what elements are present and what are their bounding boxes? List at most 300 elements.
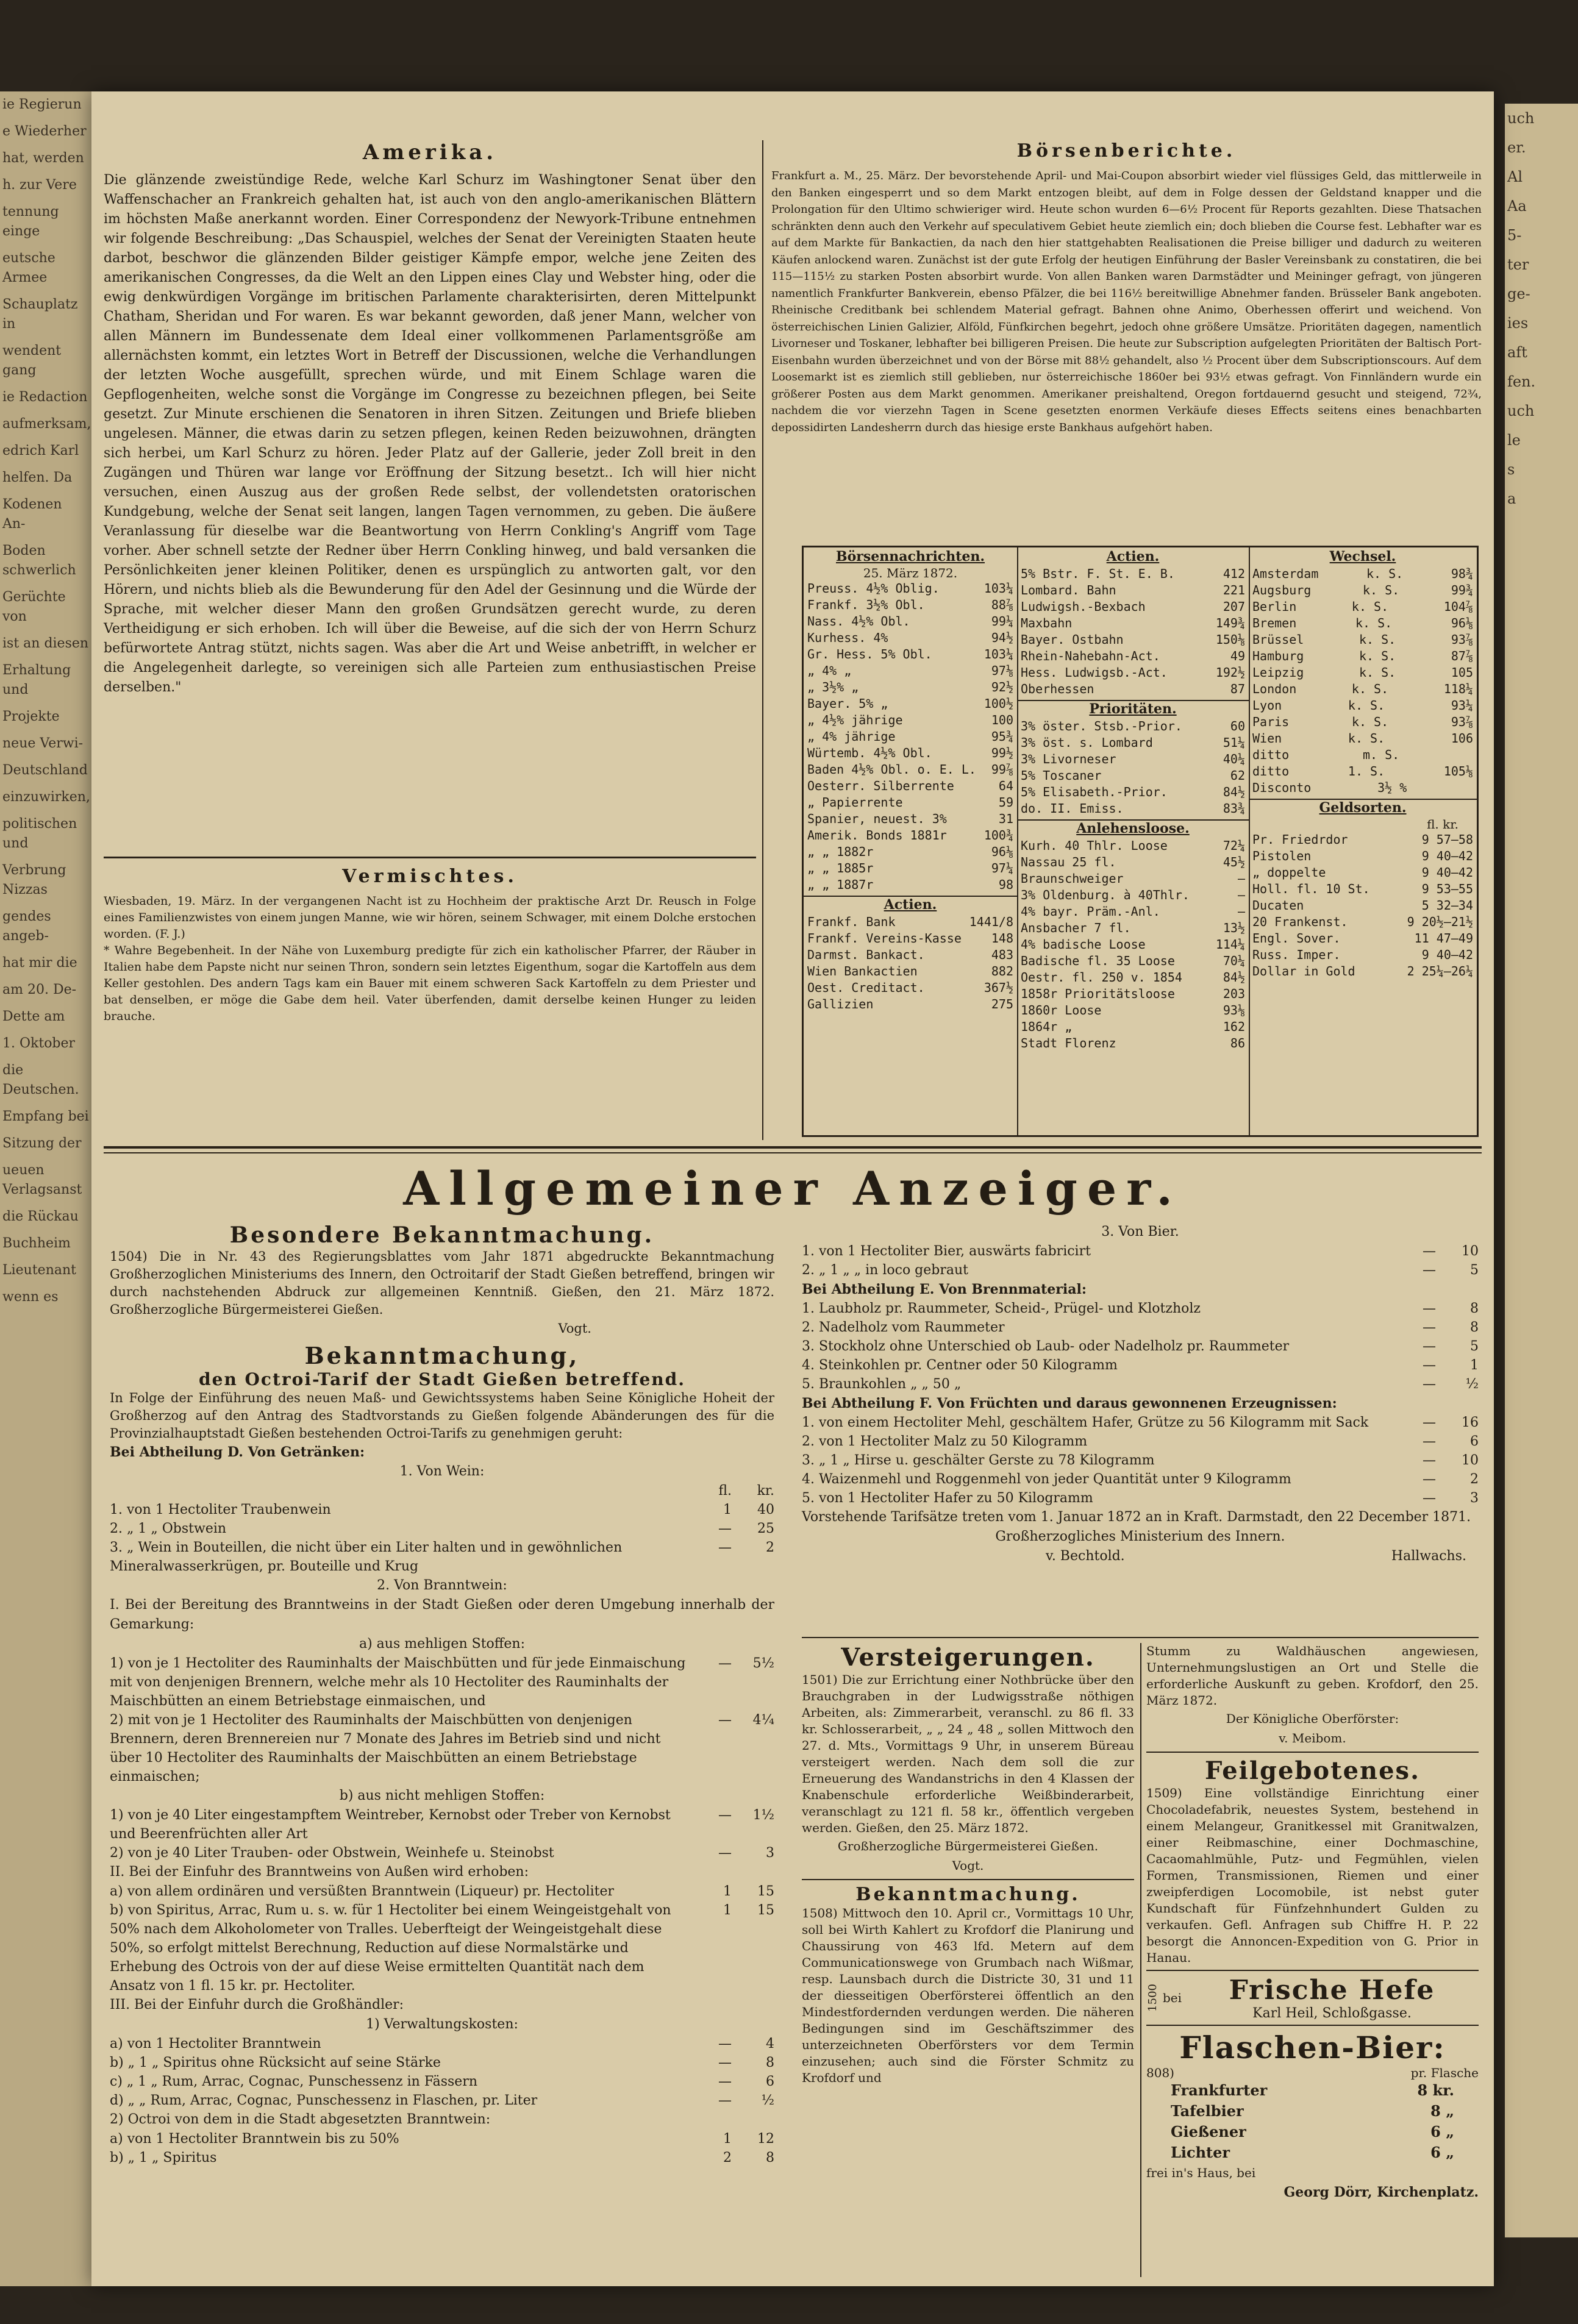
- tarif-row: [110, 1711, 774, 1786]
- vermischtes-item: Wiesbaden, 19. März. In der vergangenen Nacht ist zu Hochheim der praktische Arzt Dr. Reusch in Folge eines Familienzwistes von einem jungen Manne, wie wir hören, seinem Schwager, mit einem Dolche erstochen worden. (F. J.): [104, 894, 756, 941]
- tarif-gulden: 1: [723, 1903, 732, 1918]
- table-cell: 97¼: [991, 861, 1013, 875]
- wechsel-title: Wechsel.: [1329, 549, 1396, 565]
- bond-rows: [804, 580, 1017, 893]
- margin-fragment: Kodenen An-: [2, 497, 62, 532]
- hefe-ad-bei: bei: [1163, 1991, 1182, 2005]
- table-row: [804, 827, 1017, 844]
- table-cell: 9 57—58: [1421, 832, 1473, 847]
- table-cell: 40¼: [1223, 752, 1245, 766]
- table-cell: 100¾: [984, 828, 1013, 843]
- table-cell: 93⅞: [1451, 715, 1473, 729]
- tarif-kreuzer: 8: [1470, 1301, 1479, 1316]
- tarif-label: a) von allem ordinären und versüßten Branntwein (Liqueur) pr. Hectoliter: [110, 1884, 615, 1899]
- tarif-row: [110, 2053, 774, 2072]
- tarif-row: [110, 1500, 774, 1519]
- table-row: [1017, 920, 1249, 936]
- table-row: [1017, 681, 1249, 697]
- table-row: [804, 778, 1017, 794]
- table-row: [804, 947, 1017, 963]
- margin-fragment: Empfang bei: [2, 1109, 89, 1124]
- tarif-kreuzer: 6: [766, 2074, 774, 2089]
- table-cell: Dollar in Gold: [1252, 964, 1355, 978]
- table-cell: 70¼: [1223, 953, 1245, 968]
- table-cell: Bayer. Ostbahn: [1021, 632, 1124, 647]
- table-cell: 100½: [984, 696, 1013, 711]
- tarif-gulden: 1: [723, 2131, 732, 2147]
- tarif-rows-verwaltung: [110, 2034, 774, 2110]
- tarif-row: [110, 1901, 774, 1995]
- table-row: [804, 729, 1017, 745]
- margin-fragment: er.: [1507, 139, 1526, 156]
- table-row: [1017, 784, 1249, 800]
- waldhaeuschen-body: Stumm zu Waldhäuschen angewiesen, Unternehmungslustigen an Ort und Stelle die erforderliche Auskunft zu geben. Krofdorf, den 25. März 1872.: [1146, 1644, 1479, 1708]
- table-cell: 100: [991, 713, 1013, 727]
- table-row: [1249, 963, 1477, 980]
- tarif-row: [802, 1375, 1479, 1394]
- tarif-gulden: —: [1423, 1358, 1436, 1373]
- margin-fragment: Boden schwerlich: [2, 543, 76, 578]
- table-cell: Gr. Hess. 5% Obl.: [807, 647, 932, 661]
- table-row: [804, 930, 1017, 947]
- wechsel-table: [1249, 547, 1477, 1135]
- table-row: [1017, 615, 1249, 632]
- flaschenbier-footer: frei in's Haus, bei: [1146, 2165, 1256, 2180]
- margin-fragment: ie Redaction: [2, 390, 88, 405]
- table-row: [804, 630, 1017, 646]
- tarif-label: 3. Stockholz ohne Unterschied ob Laub- oder Nadelholz pr. Raummeter: [802, 1339, 1290, 1354]
- price-row: [1171, 2142, 1454, 2163]
- price-row: [1171, 2101, 1454, 2122]
- table-cell: 72¼: [1223, 838, 1245, 853]
- table-row: [804, 761, 1017, 778]
- table-cell: 93¼: [1451, 698, 1473, 713]
- table-cell: 84½: [1223, 970, 1245, 985]
- table-row: [804, 663, 1017, 679]
- table-row: [1017, 648, 1249, 665]
- wein-heading: 1. Von Wein:: [399, 1464, 485, 1479]
- table-cell: 98¾: [1451, 566, 1473, 581]
- table-row: [804, 679, 1017, 696]
- table-cell: 9 40—42: [1421, 849, 1473, 863]
- margin-fragment: Verbrung Nizzas: [2, 863, 66, 897]
- table-row: [1249, 681, 1477, 697]
- table-cell: 9 40—42: [1421, 865, 1473, 880]
- tarif-kreuzer: 16: [1462, 1415, 1479, 1430]
- margin-fragment: ist an diesen: [2, 636, 89, 651]
- tarif-label: b) von Spiritus, Arrac, Rum u. s. w. für 1 Hectoliter bei einem Weingeistgehalt von 50% nach dem Alkoholometer von Tralles. Ueberfteigt der Weingeistgehalt diese 50%, so erfolgt mittelst Berechnung, Reduction auf diese Normalstärke und Erhebung des Octrois von der auf diese Weise ermittelten Quantität nach dem Ansatz von 1 fl. 15 kr. pr. Hectoliter.: [110, 1903, 671, 1994]
- table-cell: Russ. Imper.: [1252, 947, 1341, 962]
- table-cell: 5 32—34: [1421, 898, 1473, 913]
- versteigerungen-section: [802, 1643, 1134, 2086]
- table-cell: 5% Toscaner: [1021, 768, 1102, 783]
- table-cell: Oest. Creditact.: [807, 980, 925, 995]
- margin-fragment: Schauplatz in: [2, 297, 78, 332]
- tarif-kreuzer: 10: [1462, 1244, 1479, 1259]
- tarif-row: [802, 1470, 1479, 1489]
- price-row: [1171, 2080, 1454, 2101]
- table-cell: 88⅞: [991, 597, 1013, 612]
- table-row: [1249, 881, 1477, 897]
- table-cell: 11 47—49: [1414, 931, 1473, 946]
- margin-fragment: s: [1507, 461, 1515, 478]
- table-row: [1249, 697, 1477, 714]
- table-row: [804, 963, 1017, 980]
- tarif-gulden: —: [718, 1845, 732, 1861]
- table-cell: Baden 4½% Obl. o. E. L.: [807, 762, 976, 777]
- versteigerungen-body: 1501) Die zur Errichtung einer Nothbrücke über den Brauchgraben in der Ludwigsstraße nöthigen Arbeiten, als: Zimmerarbeit, veranschl. zu 86 fl. 33 kr. Schlosserarbeit, „ „ 24 „ 48 „ sollen Mittwoch den 27. d. Mts., Vormittags 9 Uhr, in unserem Büreau versteigert werden. Nach dem soll die zur Erneuerung des Wandanstrichs in den 4 Klassen der Knabenschule erforderliche Weißbinderarbeit, veranschlagt zu 121 fl. 58 kr., öffentlich vergeben werden. Gießen, den 25. März 1872.: [802, 1672, 1134, 1835]
- table-cell: 4% badische Loose: [1021, 937, 1146, 952]
- margin-fragment: am 20. De-: [2, 982, 77, 997]
- beer-price: 6 „: [1430, 2144, 1454, 2161]
- anzeiger-left-column: [110, 1222, 774, 2167]
- table-cell: k. S.: [1351, 682, 1389, 696]
- table-cell: Maxbahn: [1021, 616, 1073, 630]
- column-rule: [762, 140, 763, 1140]
- table-row: [1017, 632, 1249, 648]
- allgemeiner-anzeiger-banner: Allgemeiner Anzeiger.: [403, 1161, 1182, 1216]
- boersenberichte-article: [771, 140, 1482, 436]
- besondere-body: 1504) Die in Nr. 43 des Regierungsblattes vom Jahr 1871 abgedruckte Bekanntmachung Großherzoglichen Ministeriums des Innern, den Octroitarif der Stadt Gießen betreffend, bringen wir durch nachstehenden Abdruck zur allgemeinen Kenntniß. Gießen, den 21. März 1872. Großherzogliche Bürgermeisterei Gießen.: [110, 1249, 774, 1317]
- beer-name: Lichter: [1171, 2144, 1230, 2161]
- table-cell: 13½: [1223, 921, 1245, 935]
- bekanntmachung2-body: 1508) Mittwoch den 10. April cr., Vormittags 10 Uhr, soll bei Wirth Kahlert zu Krofdorf die Planirung und Chaussirung von 463 lfd. Metern auf dem Communicationswege von Grumbach nach Wißmar, resp. Launsbach durch die Districte 30, 31 und 11 der diesseitigen Oberförsterei öffentlich an den Mindestfordernden verdungen werden. Die näheren Bedingungen sind im Geschäftszimmer des unterzeichneten Oberförsters vor dem Termin einzusehen; auch sind die Förster Schmitz zu Krofdorf und: [802, 1906, 1134, 2085]
- amerika-title: Amerika.: [362, 140, 498, 165]
- table-cell: k. S.: [1348, 698, 1385, 713]
- table-cell: „ 4% „: [807, 663, 852, 678]
- table-row: [1017, 854, 1249, 871]
- table-cell: 1. S.: [1348, 764, 1385, 779]
- table-cell: Hamburg: [1252, 649, 1304, 663]
- table-cell: Oestr. fl. 250 v. 1854: [1021, 970, 1182, 985]
- table-row: [1249, 582, 1477, 599]
- table-cell: Badische fl. 35 Loose: [1021, 953, 1175, 968]
- table-row: [1249, 665, 1477, 681]
- table-row: [1017, 751, 1249, 768]
- tarif-label: d) „ „ Rum, Arrac, Cognac, Punschessenz in Flaschen, pr. Liter: [110, 2093, 538, 2108]
- table-cell: Bayer. 5% „: [807, 696, 888, 711]
- table-row: [1249, 897, 1477, 914]
- table-row: [1017, 1019, 1249, 1035]
- table-row: [1249, 730, 1477, 747]
- margin-fragment: aufmerksam,: [2, 416, 91, 432]
- anlehensloose-rows: [1017, 838, 1249, 1052]
- boersenberichte-title: Börsenberichte.: [1016, 140, 1237, 162]
- table-cell: 2 25¼—26¼: [1407, 964, 1473, 978]
- table-cell: 51¼: [1223, 735, 1245, 750]
- tarif-label: 2. „ 1 „ Obstwein: [110, 1521, 227, 1536]
- margin-fragment: ie Regierun: [2, 97, 82, 112]
- table-row: [1017, 735, 1249, 751]
- tarif-kreuzer: 1: [1470, 1358, 1479, 1373]
- table-cell: Ducaten: [1252, 898, 1304, 913]
- tarif-kreuzer: 6: [1470, 1434, 1479, 1449]
- beer-name: Frankfurter: [1171, 2081, 1268, 2099]
- tarif-label: 5. Braunkohlen „ „ 50 „: [802, 1377, 962, 1392]
- table-row: [1017, 871, 1249, 887]
- actien-subtitle: Actien.: [804, 896, 1017, 913]
- margin-fragment: Gerüchte von: [2, 590, 66, 624]
- margin-fragment: Buchheim: [2, 1236, 71, 1251]
- table-cell: 118¼: [1443, 682, 1473, 696]
- boersennachrichten-date: 25. März 1872.: [863, 566, 958, 580]
- margin-fragment: Deutschland: [2, 763, 88, 778]
- table-cell: 106: [1451, 731, 1473, 746]
- tarif-gulden: —: [1423, 1491, 1436, 1506]
- table-row: [804, 811, 1017, 827]
- margin-fragment: gendes angeb-: [2, 909, 51, 944]
- tarif-row: [802, 1337, 1479, 1356]
- tarif-kreuzer: ½: [1465, 1377, 1479, 1392]
- tarif-label: 5. von 1 Hectoliter Hafer zu 50 Kilogramm: [802, 1491, 1093, 1506]
- versteigerungen-org: Großherzogliche Bürgermeisterei Gießen.: [837, 1839, 1099, 1853]
- hefe-vendor: Karl Heil, Schloßgasse.: [1252, 2006, 1412, 2021]
- boersenberichte-body: Frankfurt a. M., 25. März. Der bevorstehende April- und Mai-Coupon absorbirt wieder viel flüssiges Geld, das mittlerweile in den Banken eingesperrt und so dem Markt entzogen bleibt, auf dem in Folge dessen der Geldstand knapper und die Prolongation für den Ultimo schwieriger wird. Heute schon wurden 6—6½ Procent für Reports gezahlten. Diese Thatsachen schränkten denn auch den Verkehr auf speculativem Gebiet heute ziemlich ein; doch blieben die Course fest. Lebhafter war es auf dem Markte für Bankactien, da nach den hier stattgehabten Realisationen die Preise billiger und dadurch zu weiteren Käufen anlockend waren. Zunächst ist der gute Erfolg der heutigen Einführung der Basler Vereinsbank zu constatiren, die bei 115—115½ zu starken Posten absorbirt wurde. Von allen Banken waren Darmstädter und Meininger gefragt, von jüngeren namentlich Frankfurter Bankverein, ebenso Pfälzer, die bei 116½ bereitwillige Abnehmer fanden. Brüsseler Bank angeboten. Rheinische Creditbank bei schlendem Material gefragt. Bahnen ohne Animo, Oberhessen offerirt und weichend. Von österreichischen Linien Galizier, Alföld, Fünfkirchen begehrt, jedoch ohne größere Umsätze. Prioritäten dagegen, namentlich Livorneser und Toskaner, lebhafter bei billigeren Preisen. Die heute zur Subscription aufgelegten Prioritäten der Baltisch Port-Eisenbahn wurden überzeichnet und von der Börse mit 88½ gehandelt, also ½ Procent über dem Subscriptionscours. Auf dem Loosemarkt ist es ziemlich still geblieben, nur österreichische 1860er bei 93½ etwas gefragt. Von Finnländern wurde ein größerer Posten aus dem Markt genommen. Amerikaner preishaltend, Oregon fortdauernd gesucht und steigend, 72¾, nachdem die vor vierzehn Tagen in Scene gesetzten enormen Verkäufe dieses Effects seitens eines benachbarten depossidirten Landesherrn durch das hiesige erste Bankhaus aufgehört haben.: [771, 169, 1482, 434]
- margin-fragment: Aa: [1507, 198, 1527, 215]
- table-cell: London: [1252, 682, 1297, 696]
- tarif-kreuzer: 8: [1470, 1320, 1479, 1335]
- hefe-title: Frische Hefe: [1229, 1975, 1435, 2006]
- table-row: [1017, 838, 1249, 854]
- table-cell: 9 53—55: [1421, 882, 1473, 896]
- table-cell: Spanier, neuest. 3%: [807, 811, 947, 826]
- tarif-kreuzer: 3: [766, 1845, 774, 1861]
- tarif-label: 4. Waizenmehl und Roggenmehl von jeder Quantität unter 9 Kilogramm: [802, 1472, 1291, 1487]
- ads-column: [1146, 1643, 1479, 2202]
- table-cell: Wien Bankactien: [807, 964, 918, 978]
- margin-fragment: uch: [1507, 402, 1535, 419]
- table-row: [804, 844, 1017, 860]
- tarif-label: 1. von 1 Hectoliter Traubenwein: [110, 1502, 331, 1517]
- table-row: [1249, 747, 1477, 763]
- table-row: [1249, 599, 1477, 615]
- tarif-gulden: —: [1423, 1339, 1436, 1354]
- table-cell: Leipzig: [1252, 665, 1304, 680]
- tarif-gulden: —: [718, 2036, 732, 2051]
- abtheilung-d: Bei Abtheilung D. Von Getränken:: [110, 1444, 365, 1460]
- table-cell: k. S.: [1351, 715, 1389, 729]
- bank-rows: [804, 914, 1017, 1013]
- table-cell: 99½: [991, 746, 1013, 760]
- table-row: [804, 597, 1017, 613]
- table-row: [1017, 1035, 1249, 1052]
- tarif-label: b) „ 1 „ Spiritus ohne Rücksicht auf seine Stärke: [110, 2055, 441, 2070]
- tarif-row: [110, 1882, 774, 1901]
- feilgebotenes-body: 1509) Eine vollständige Einrichtung einer Chocoladefabrik, neuestes System, bestehend in einem Melangeur, Granitkessel mit Granitwalzen, einer Reibmaschine, einer Dochmaschine, Cacaomahlmühle, Putz- und Fegmühlen, vielen Formen, Transmissionen, Riemen und einer zweipferdigen Locomobile, ist nebst guter Kundschaft für Fünfzehnhundert Gulden zu verkaufen. Gefl. Anfragen sub Chiffre H. P. 22 besorgt die Annoncen-Expedition von G. Prior in Hanau.: [1146, 1786, 1479, 1965]
- section-divider: [104, 1152, 1482, 1153]
- tarif-kreuzer: 15: [757, 1903, 774, 1918]
- tarif-gulden: —: [1423, 1434, 1436, 1449]
- table-cell: ditto: [1252, 747, 1290, 762]
- table-row: [1249, 763, 1477, 780]
- table-cell: —: [1237, 871, 1245, 886]
- flaschenbier-signature: Georg Dörr, Kirchenplatz.: [1283, 2184, 1479, 2200]
- tarif-label: a) von 1 Hectoliter Branntwein: [110, 2036, 321, 2051]
- verwaltung-heading: 1) Verwaltungskosten:: [366, 2017, 518, 2032]
- tarif-gulden: —: [1423, 1301, 1436, 1316]
- table-cell: k. S.: [1348, 731, 1385, 746]
- waldhaeuschen-signature: v. Meibom.: [1279, 1731, 1346, 1745]
- table-cell: do. II. Emiss.: [1021, 801, 1124, 816]
- table-cell: 103¼: [984, 581, 1013, 596]
- tarif-gulden: —: [718, 1808, 732, 1823]
- table-cell: 3½ %: [1377, 780, 1407, 795]
- tarif-kreuzer: 4¼: [752, 1713, 774, 1728]
- tarif-row: [802, 1432, 1479, 1451]
- tarif-gulden: 1: [723, 1884, 732, 1899]
- table-row: [1017, 986, 1249, 1002]
- table-cell: 192½: [1215, 665, 1245, 680]
- table-cell: 98: [998, 877, 1013, 892]
- margin-fragment: a: [1507, 490, 1516, 507]
- margin-fragment: 5-: [1507, 227, 1522, 244]
- table-row: [1249, 914, 1477, 930]
- table-cell: 150⅛: [1215, 632, 1245, 647]
- tarif-row: [802, 1318, 1479, 1337]
- besondere-signature: Vogt.: [558, 1321, 591, 1336]
- tarif-gulden: —: [1423, 1320, 1436, 1335]
- margin-fragment: tennung einge: [2, 204, 59, 239]
- table-row: [1249, 648, 1477, 665]
- table-cell: Frankf. Bank: [807, 914, 896, 929]
- octroi-heading: 2) Octroi von dem in die Stadt abgesetzten Branntwein:: [110, 2112, 491, 2127]
- table-cell: Kurhess. 4%: [807, 630, 888, 645]
- table-cell: 3% Oldenburg. à 40Thlr.: [1021, 888, 1190, 902]
- margin-fragment: Projekte: [2, 709, 60, 724]
- table-row: [804, 646, 1017, 663]
- table-cell: 9 40—42: [1421, 947, 1473, 962]
- tarif-gulden: 2: [723, 2150, 732, 2165]
- actien-table: [1017, 547, 1250, 1135]
- table-cell: k. S.: [1355, 616, 1393, 630]
- table-row: [804, 580, 1017, 597]
- table-cell: 275: [991, 997, 1013, 1011]
- tarif-rows-wein: [110, 1500, 774, 1576]
- beer-price: 6 „: [1430, 2123, 1454, 2140]
- tarif-row: [110, 1519, 774, 1538]
- tarif-kreuzer: 12: [757, 2131, 774, 2147]
- tarif-kreuzer: ½: [761, 2093, 774, 2108]
- tarif-label: 4. Steinkohlen pr. Centner oder 50 Kilogramm: [802, 1358, 1118, 1373]
- tarif-kreuzer: 2: [1470, 1472, 1479, 1487]
- boersennachrichten-title: Börsennachrichten.: [835, 549, 985, 565]
- tarif-label: 3. „ 1 „ Hirse u. geschälter Gerste zu 78 Kilogramm: [802, 1453, 1155, 1468]
- besondere-title: Besondere Bekanntmachung.: [229, 1222, 655, 1248]
- table-cell: Lombard. Bahn: [1021, 583, 1116, 597]
- table-row: [1017, 800, 1249, 817]
- table-cell: 149¾: [1215, 616, 1245, 630]
- table-row: [804, 794, 1017, 811]
- tarif-label: 1. Laubholz pr. Raummeter, Scheid-, Prügel- und Klotzholz: [802, 1301, 1201, 1316]
- table-cell: Hess. Ludwigsb.-Act.: [1021, 665, 1168, 680]
- tarif-gulden: —: [1423, 1415, 1436, 1430]
- tarif-row: [110, 2091, 774, 2110]
- table-row: [804, 745, 1017, 761]
- signature-bechtold: v. Bechtold.: [1046, 1549, 1125, 1564]
- table-cell: Nass. 4½% Obl.: [807, 614, 910, 629]
- anzeiger-right-column: [802, 1222, 1479, 1566]
- tarif-row: [802, 1356, 1479, 1375]
- table-cell: 4% bayr. Präm.-Anl.: [1021, 904, 1160, 919]
- table-cell: Darmst. Bankact.: [807, 947, 925, 962]
- signature-hallwachs: Hallwachs.: [1391, 1549, 1466, 1564]
- table-cell: 96⅛: [1451, 616, 1473, 630]
- bekanntmachung2-title: Bekanntmachung.: [855, 1884, 1080, 1905]
- wechsel-rows: [1249, 566, 1477, 796]
- table-cell: 162: [1223, 1019, 1245, 1034]
- anlehensloose-title: Anlehensloose.: [1017, 819, 1249, 836]
- table-cell: Berlin: [1252, 599, 1297, 614]
- tarif-row: [110, 1654, 774, 1711]
- table-cell: 104⅞: [1443, 599, 1473, 614]
- beer-name: Tafelbier: [1171, 2102, 1244, 2120]
- tarif-kreuzer: 15: [757, 1884, 774, 1899]
- table-cell: „ „ 1885r: [807, 861, 874, 875]
- table-cell: 86: [1230, 1036, 1245, 1050]
- hefe-ad: [1146, 1975, 1479, 2021]
- margin-fragment: helfen. Da: [2, 470, 73, 485]
- table-cell: 1864r „: [1021, 1019, 1073, 1034]
- table-cell: Bremen: [1252, 616, 1297, 630]
- margin-fragment: wendent gang: [2, 343, 62, 378]
- table-cell: Engl. Sover.: [1252, 931, 1341, 946]
- margin-fragment: Sitzung der: [2, 1136, 82, 1151]
- table-cell: 103¼: [984, 647, 1013, 661]
- beer-name: Gießener: [1171, 2123, 1246, 2140]
- table-cell: 99¼: [991, 614, 1013, 629]
- tarif-gulden: —: [718, 2074, 732, 2089]
- table-cell: k. S.: [1351, 599, 1389, 614]
- table-cell: 1441/8: [969, 914, 1013, 929]
- tarif-header: fl. kr.: [718, 1483, 774, 1499]
- table-row: [1017, 665, 1249, 681]
- table-cell: m. S.: [1363, 747, 1400, 762]
- tarif-row: [802, 1299, 1479, 1318]
- table-cell: „ Papierrente: [807, 795, 903, 810]
- table-cell: 882: [991, 964, 1013, 978]
- tarif-gulden: —: [1423, 1453, 1436, 1468]
- nicht-mehlige-heading: b) aus nicht mehligen Stoffen:: [339, 1788, 545, 1803]
- tarif-kreuzer: 10: [1462, 1453, 1479, 1468]
- margin-fragment: Erhaltung und: [2, 663, 71, 697]
- margin-fragment: eutsche Armee: [2, 251, 55, 285]
- table-cell: 96⅛: [991, 844, 1013, 859]
- table-cell: Preuss. 4½% Oblig.: [807, 581, 940, 596]
- amerika-article: [104, 140, 756, 697]
- prioritaeten-rows: [1017, 718, 1249, 817]
- abtheilung-f: Bei Abtheilung F. Von Früchten und daraus gewonnenen Erzeugnissen:: [802, 1395, 1337, 1411]
- margin-fragment: le: [1507, 432, 1521, 449]
- tarif-kreuzer: 40: [757, 1502, 774, 1517]
- table-cell: 93⅛: [1223, 1003, 1245, 1018]
- column-rule: [1140, 1643, 1141, 2277]
- table-row: [1249, 848, 1477, 864]
- tarif-kreuzer: 8: [766, 2150, 774, 2165]
- tarif-gulden: —: [718, 1713, 732, 1728]
- table-cell: 412: [1223, 566, 1245, 581]
- einfuhr-heading: II. Bei der Einfuhr des Branntweins von Außen wird erhoben:: [110, 1864, 529, 1880]
- table-cell: —: [1237, 904, 1245, 919]
- tarif-gulden: 1: [723, 1502, 732, 1517]
- table-cell: Braunschweiger: [1021, 871, 1124, 886]
- mehlige-heading: a) aus mehligen Stoffen:: [359, 1636, 526, 1652]
- branntwein-intro: I. Bei der Bereitung des Branntweins in der Stadt Gießen oder deren Umgebung innerhalb der Gemarkung:: [110, 1597, 774, 1632]
- table-cell: —: [1237, 888, 1245, 902]
- tarif-row: [110, 1538, 774, 1576]
- table-row: [804, 877, 1017, 893]
- table-cell: Frankf. 3½% Obl.: [807, 597, 925, 612]
- table-row: [1249, 632, 1477, 648]
